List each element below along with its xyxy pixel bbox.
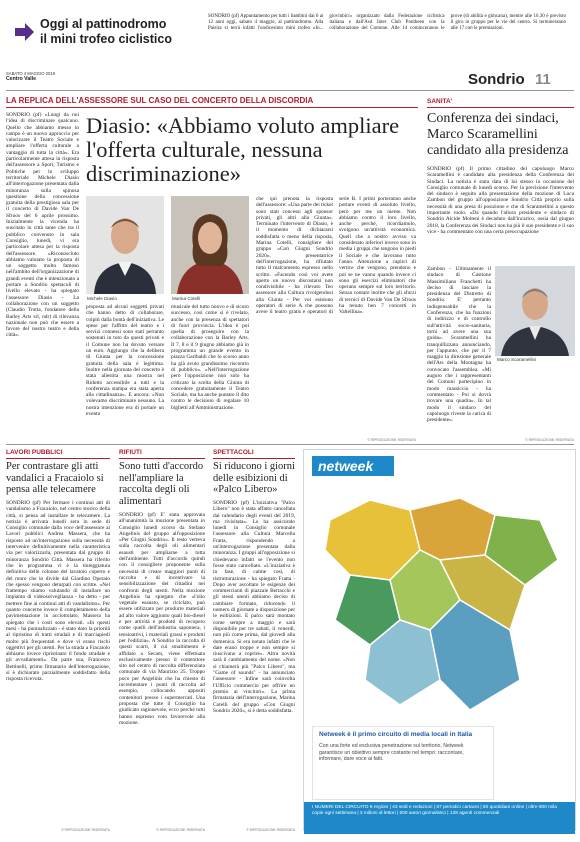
spettacoli-section: SPETTACOLI	[213, 449, 254, 456]
photo-marco-scaramellini	[495, 266, 575, 356]
lavori-headline: Per contrastare gli atti vandalici a Fracaiolo si pensa alle telecamere	[6, 461, 104, 495]
netweek-ad[interactable]	[303, 449, 576, 831]
kicker-rule	[6, 107, 418, 108]
sidebar-rule	[427, 107, 574, 108]
sidebar-text-c	[427, 362, 574, 436]
photo-marina-cotelli	[171, 196, 249, 294]
page-date: SABATO 4 MAGGIO 2019	[6, 71, 55, 76]
sidebar-headline: Conferenza dei sindaci, Marco Scaramellini candidato alla presidenza	[427, 111, 569, 158]
teaser-title-1: Oggi al pattinodromo	[40, 17, 167, 31]
sidebar-text-b: Zambon - Ultimamente il sindaco di Castione Massimiliano Franchetti ha deciso di lasciare la presidenza del Distretto di Sondrio. E' pertanto indispensabile che la Conferenza, che ha funzioni di indirizzo e di controllo sull'attività socio-sanitaria, torni ad avere una sua guida». Scaramellini ha tranquillizzato annunciando, per l'appunto, che per il 7 maggio la direzione generale dell'Ats della Montagna ha convocato l'assemblea. «Mi auguro che i rappresentanti dei Comuni partecipino in modo massiccio - ha commentato - Poi si dovrà trovare una quadra». In tal modo il sindaco del capoluogo riveste la carica di presidente».	[427, 266, 491, 424]
sidebar-credit: © RIPRODUZIONE RISERVATA	[525, 438, 574, 442]
main-headline: Diasio: «Abbiamo voluto ampliare l'offerta culturale, nessuna discriminazione»	[86, 113, 400, 186]
netweek-title: Netweek è il primo circuito di media locali in Italia	[319, 731, 473, 738]
header-rule	[6, 90, 574, 91]
sidebar-photo-caption: Marco Scaramellini	[497, 357, 537, 362]
netweek-info-box	[312, 726, 494, 800]
page-edition: Centro Valle	[6, 76, 36, 82]
lavori-text: SONDRIO (pf) Per fermare i continui atti di vandalismo a Fracaiolo, nel centro storico della città, si pensa ad installare le telecamere. La notizia è arrivata lunedì sera in sede di Consiglio comunale dalla voce dell'assessore ai Lavori pubblici Andrea Massera, che ha risposto ad un'interrogazione sulla necessità di intervenire definitivamente nella caratteristica via per valorizzarla, presentata dal gruppo di minoranza Sondrio Città. Massera ha riferito che in programma vi è la tinteggiatura definitiva delle colonne del lavatoio coperto e del muro che lo divide dal Giardino Operaio che spesso vengono deturpati con scritte. «Nel frattempo stiamo valutando di installare un impianto di videosorveglianza - ha detto - per mettere fine ai continui atti di vandalismo». Per quanto concerne invece il completamento della pavimentazione in acciottolato, Massera ha spiegato che i costi sono elevati. «In questi mesi - ha puntualizzato - è stato dato la priorità al ripristino di tratti stradali e di marciapiedi molto più frequentati e dove vi erano rischi oggettivi per gli utenti. Per la strada a Fracaiolo abbiamo invece ripristinato il fondo stradale e gli avvallamenti». Da parte sua, Francesco Bettinelli, primo firmatario dell'interrogazione, si è dichiarato parzialmente soddisfatto della risposta ricevuta.	[6, 500, 110, 683]
main-col1-text: SONDRIO (pf) «Lungi da noi l'idea di discriminare qualcuno. Quello che abbiamo messo in campo è un nuovo approccio per valorizzare il Teatro Sociale e ampliare l'offerta culturale a vantaggio di tutta la città». Era particolarmente attesa la risposta dell'assessore a Sport, Turismo e Politiche per lo sviluppo territoriale Michele Diasio all'interrogazione presentata dalla minoranza sulla spinosa questione della concessione gratuita della prestigiosa sala per il concerto di Davide Van De Sfroos del 6 aprile prossimo. Inizialmente la vicenda ha suscitato in città tante che tra il pubblico convenuto in sala Consiglio, lunedì, vi era particolare attesa per la risposta dell'assessore. «Riconosciuto abbiamo valutato la proposta di un soggetto molto famoso nell'ambito dell'organizzazione di grandi eventi che è intenzionato a portare a Sondrio spettacoli di livello elevato - ha spiegato l'assessore Diasio - La collaborazione con un soggetto (Claudio Trotta, fondatore della Barley Arts srl, ndr) di rilevanza nazionale non può che essere a favore del nostro teatro e della città».	[6, 112, 79, 339]
section-name: Sondrio	[468, 71, 525, 88]
italy-regions-map	[310, 480, 569, 720]
lavori-rule	[6, 458, 110, 459]
netweek-footer: I NUMERI DEL CIRCUITO 6 regioni | 43 sedi e redazioni | 67 periodici cartacei | 50 quotidiani online | oltre 600 mila copie ogni settimana | 3 milioni di lettori | 600 autori giornalistici | 138 agenti commerciali	[304, 802, 575, 834]
photo-michele-diasio	[86, 196, 164, 294]
main-credit: © RIPRODUZIONE RISERVATA	[367, 438, 416, 442]
photo1-caption: Michele Diasio	[87, 296, 117, 301]
netweek-body: Con una forte ed esclusiva penetrazione sul territorio, Netweek garantisce un obiettivo sempre costante nel tempo: raccontare, informare, dare voce ai fatti.	[319, 743, 464, 762]
main-kicker: LA REPLICA DELL'ASSESSORE SUL CASO DEL CONCERTO DELLA DISCORDIA	[6, 96, 314, 105]
sidebar-text-a: SONDRIO (pf) Il primo cittadino del capoluogo Marco Scaramellini è candidato alla presidenza della Conferenza dei Sindaci. La notizia è stata data di lui stesso in occasione del Consiglio comunale di lunedì scorso. Per la precisione l'intervento del sindaco è seguito alla presentazione della mozione di Luca Zambon del gruppo all'opposizione Sondrio Città proprio sulla necessità di una presa di posizione e che di Scaramellini a questo importante ruolo. «Da quando l'allora presidente e sindaco di Sondrio Alcide Molteni è decaduto dall'incarico, ossia dal giugno 2018, la Conferenza dei Sindaci non ha più il suo presidente e il suo vice - ha commentato con una certa preoccupazione	[427, 166, 574, 235]
lower-rule	[6, 444, 574, 445]
teaser-text: SONDRIO (pf) Appuntamento per tutti i bambini dai 6 ai 12 anni oggi, sabato 4 maggio, al pattinodromo. Alla Paisira si terrà infatti l'undicesimo mini trofeo «In... giovinbici» organizzato dalla Federazione ciclistica italiana e dall'Asd Inter Club Pontheen con la collaborazione del Comune. Alle 14 cominceranno le prove (di abilità e gimcana), mentre alle 16.30 è previsto il giro in gruppo per le vie del centro. Si termineranno alle 17 con le premiazioni.	[208, 14, 566, 31]
main-col2-text: proposta ad alcuni soggetti privati che hanno detto di collaborare, colpiti dalla bontà dell'iniziativa. Le spese per l'affitto del teatro e i servizi connessi sono stati pertanto sostenuti in toto da questi privati e il Comune non ha dovuto versare un euro. Aggiungo che la delibera di Giunta per la concessione gratuita della sala è legittima. Inoltre nella giornata del concerto è stata allestita una mostra nel Ridotto accessibile a tutti e la conferenza stampa era stata aperta alla cittadinanza». E ancora: «Non volevamo discriminare nessuno. La nostra intenzione era di portare un evento	[86, 304, 164, 418]
page-number: 11	[535, 71, 551, 88]
netweek-logo	[312, 456, 394, 476]
spettacoli-rule	[213, 458, 295, 459]
main-col3-text: musicale del tutto nuovo e di sicuro successo, così come si è rivelato, anche con la presenza di spettatori di fuori provincia. L'idea è poi quella di proseguire con la collaborazione con la Barley Arts. Il 7, 8 e il 9 giugno abbiamo già in programma un grande evento in piazza Garibaldi che lo scorso anno ha già avuto grandissimo riscontro di pubblico». «Nell'interrogazione però l'opposizione non solo ha criticato la scelta della Giunta di concedere gratuitamente il Teatro Sociale, ma ha anche puntato il dito contro le decisioni di regalare 10 biglietti all'Amministrazione.	[171, 304, 249, 411]
rifiuti-headline: Sono tutti d'accordo nell'ampliare la raccolta degli oli alimentari	[119, 461, 204, 507]
netweek-brand: netweek	[318, 458, 374, 474]
main-col4-text: che qui prenota la risposta dell'assessore: «Una parte dei ticket sono stati concessi agli sponsor privati, gli altri alla Giunta». Terminato l'intervento di Diasio, è il momento di dichiararsi soddisfatta o meno della risposta, Marina Cotelli, consigliere del gruppo «Con Giugni Sondrio 2020», presentatrice dell'interrogazione, ha rifiutato tutto il malcontento espresso nello scritto. «Facendo così voi avete aperto un nuovo discostarsi non condivisibile - ha rilevato Teo assessore alla Cultura rivolgendosi alla Giunta - Per voi esistono operatori di serie A che possono avere il teatro gratis e operatori di serie B. I primi porteranno anche portare eventi di assoluto livello, però per me un niente. Non abbiamo contro il loro livello, anche perché, ricordiamolo, svolgono un'attività economica. Quell che a nostro avviso va considerato inferiori invece sono in media i gruppi che tengono in piedi il Sociale e che lavorano tutto l'anno. Attenzione a capirci di vertice che vengono, prendono e poi se ne vanno quando invece ci sono gli esercizi eliminatori che operano sempre sul loro territorio. Senza contare inoltre che gli sforzi di tecnici di Davide Van De Sfroos ha tenuto ben 7 concerti in Valtellina».	[256, 196, 416, 316]
photo2-caption: Marina Cotelli	[172, 296, 201, 301]
spettacoli-headline: Si riducono i giorni delle esibizioni di «Palco Libero»	[213, 461, 295, 495]
rifiuti-text: SONDRIO (pf) E' stata approvata all'unanimità la mozione presentata in Consiglio lunedì scorso da Stefano Angelinis del gruppo all'opposizione «Per Giugni Sondrio». Il testo verteva sulla raccolta degli oli alimentari esausti per ampliarne a tutta dell'ambiente. Tutti d'accordo quindi con il consigliere proponente sulla necessità di creare maggiori punti di raccolta e di incentivare la sensibilizzazione dei cittadini nei confronti degli utenti. Nella mozione Angelinis ha spiegato che «l'olio vegetale esausto, se riciclato, può essere utilizzato per produrre materiali ad alto valore aggiunto quali bio-diesel e per attività e prodotti di recupero come quelli dell'industria saponiera, i tensioattivi, i materiali grassi e prodotti per l'edilizia». A Sondrio la raccolta di questi scarti, il cui smaltimento è affidato a Secam, viene effettuata esclusivamente presso il contenitore sito nel centro di raccolta differenziata comunale di via Maurizio 25. Troppo poco per Angelinis che ha chiesto di incrementare i punti di raccolta ad esempio, collocando appositi contenitori presso i supermercati. Una proposta che tutte il Consiglio ha giudicato ragionevole, ecco perché tutti hanno espresso voto favorevole alla mozione.	[119, 512, 205, 726]
teaser-title-2: il mini trofeo ciclistico	[40, 32, 172, 46]
sidebar-section: SANITA'	[427, 98, 453, 105]
lavori-credit: © RIPRODUZIONE RISERVATA	[61, 828, 110, 832]
spettacoli-credit: © RIPRODUZIONE RISERVATA	[246, 828, 295, 832]
rifiuti-section: RIFIUTI	[119, 449, 142, 456]
rifiuti-credit: © RIPRODUZIONE RISERVATA	[156, 828, 205, 832]
rifiuti-rule	[119, 458, 205, 459]
teaser-arrow-icon	[13, 21, 35, 43]
spettacoli-text: SONDRIO (pf) L'iniziativa "Palco Libero" non è stata affatto cancellata dal calendario degli eventi del 2019, ma rivisitata». Lo ha assicurato lunedì in Consiglio comunale l'assessore alla Cultura Marcella Fratta, rispondendo a un'interrogazione presentata dalla minoranza. I gruppi all'opposizione si chiedevano infatti se l'evento non fosse stato cancellato. «L'iniziativa è in fase, di calme così, di ristrutturazione - ha spiegato Fratta - Dopo aver ascoltato le esigenze dei commercianti di piazzale Bertacchi e gli stessi utenti abbiamo deciso di cambiare formato, riducendo il numero di giornate a disposizione per le esibizioni. E palco sarà montato come sempre a maggio e sarà disponibile per tre sabati, il venerdì, non più come prima, dal giovedì alla domenica. Si era notato infatti che le date erano troppe e non sempre si riuscivano a coprire». Altra novità sarà il cambiamento del nome. «Non si chiamerà più "Palco Libero", ma "Game of sounds" - ha annunciato l'assessore - Infine sarà coinvolta l'Ufficio commercio per offrire un premio ai vincitori». La prima firmataria dell'interrogazione, Marina Cotelli del gruppo «Con Giugni Sondrio 2020», si è detta soddisfatta.	[213, 500, 295, 714]
lavori-section: LAVORI PUBBLICI	[6, 449, 63, 456]
